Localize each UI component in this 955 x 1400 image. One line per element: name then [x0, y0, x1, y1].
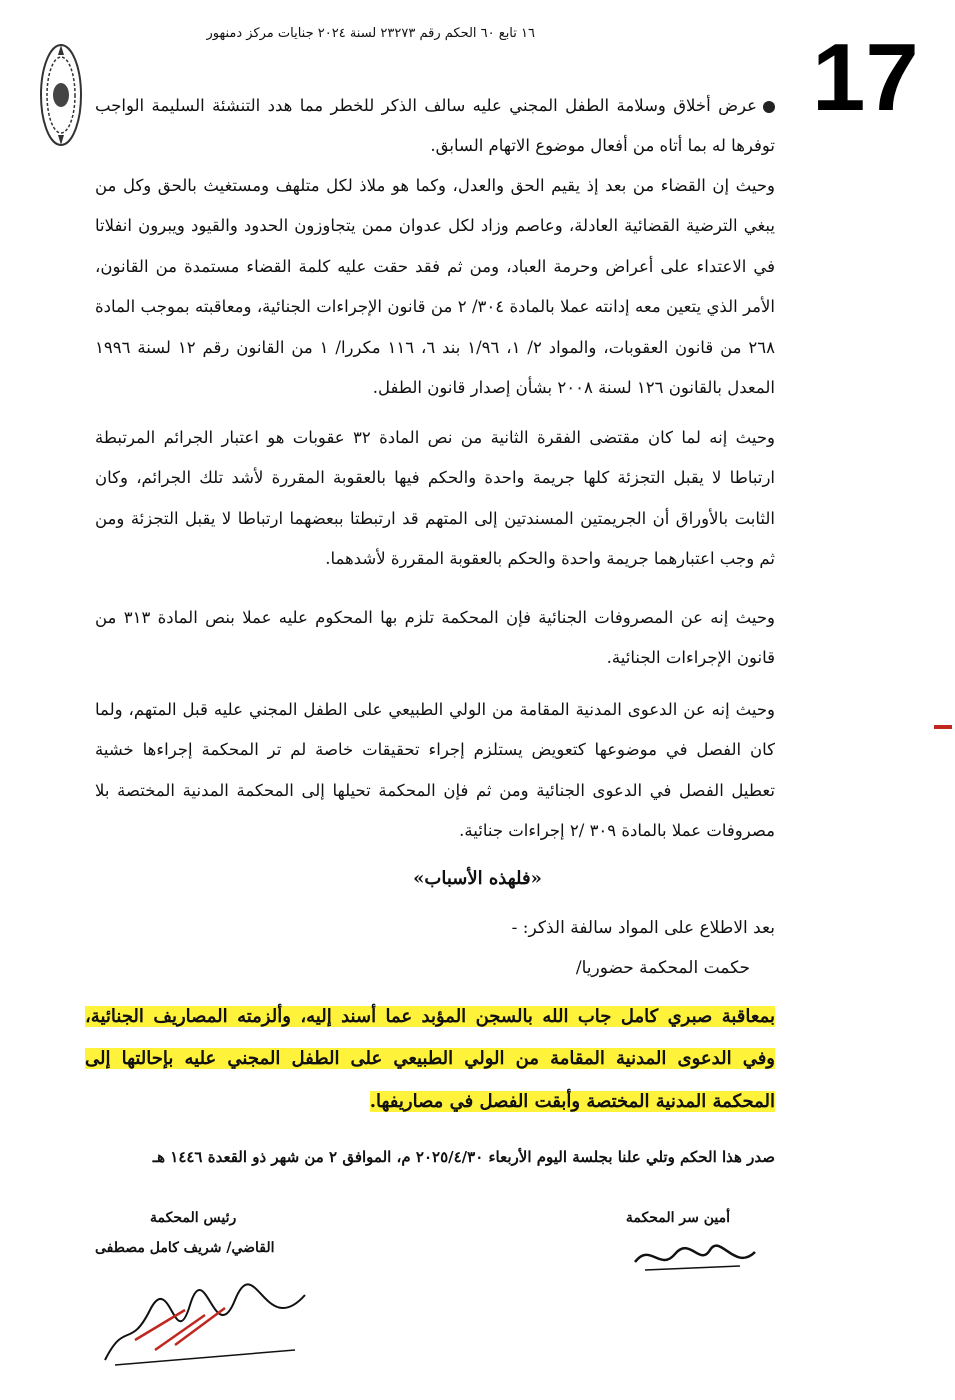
after-review-line: بعد الاطلاع على المواد سالفة الذكر: - — [511, 918, 775, 938]
president-name: القاضي/ شريف كامل مصطفى — [95, 1240, 275, 1256]
president-signature-icon — [95, 1280, 315, 1370]
verdict-part-2: وألزمته المصاريف الجنائية، وفي الدعوى المدنية المقامة من الولي الطبيعي على الطفل المجني عليه بإحالتها إلى المحكمة المدنية المختصة وأبقت الفصل في مصاريفها. — [85, 1006, 775, 1112]
paragraph-2: وحيث إن القضاء من بعد إذ يقيم الحق والعدل، وكما هو ملاذ لكل متلهف ومستغيث بالحق وكل من يبغي الترضية القضائية العادلة، وعاصم وزاد لكل عدوان ممن يتجاوزون الحدود والقيود ويبرون انفلاتا في الاعتداء على أعراض وحرمة العباد، ومن ثم فقد حقت عليه كلمة القضاء مستمدة من القانون، الأمر الذي يتعين معه إدانته عملا بالمادة ٣٠٤/ ٢ من قانون الإجراءات الجنائية، ومعاقبته بموجب المادة ٢٦٨ من قانون العقوبات، والمواد ٢/ ١، ١/٩٦ بند ٦، ١١٦ مكررا/ ١ من القانون رقم ١٢ لسنة ١٩٩٦ المعدل بالقانون ١٢٦ لسنة ٢٠٠٨ بشأن إصدار قانون الطفل. — [95, 176, 776, 398]
secretary-title: أمين سر المحكمة — [625, 1210, 730, 1226]
paragraph-4: وحيث إنه عن المصروفات الجنائية فإن المحكمة تلزم بها المحكوم عليه عملا بنص المادة ٣١٣ من قانون الإجراءات الجنائية. — [95, 608, 775, 668]
verdict-highlight-1: بمعاقبة صبري كامل جاب الله بالسجن المؤبد عما أسند إليه، — [290, 1006, 775, 1027]
paragraph-3: وحيث إنه لما كان مقتضى الفقرة الثانية من نص المادة ٣٢ عقوبات هو اعتبار الجرائم المرتبطة ارتباطا لا يقبل التجزئة كلها جريمة واحدة والحكم فيها بالعقوبة المقررة لأشد تلك الجرائم، وكان الثابت بالأوراق أن الجريمتين المسندتين إلى المتهم قد ارتبطتا ببعضهما ارتباطا لا يقبل التجزئة ومن ثم وجب اعتبارهما جريمة واحدة والحكم بالعقوبة المقررة لأشدهما. — [95, 428, 775, 569]
secretary-signature-icon — [630, 1232, 760, 1282]
margin-mark — [934, 725, 952, 729]
section-heading: «فلهذه الأسباب» — [413, 868, 542, 889]
president-title: رئيس المحكمة — [150, 1210, 237, 1226]
paragraph-1: عرض أخلاق وسلامة الطفل المجني عليه سالف الذكر للخطر مما هدد التنشئة السليمة الواجب توفرها له بما أتاه من أفعال موضوع الاتهام السابق. — [95, 96, 775, 156]
bullet-icon — [763, 101, 775, 113]
page-number: 17 — [812, 24, 919, 131]
paragraph-5: وحيث إنه عن الدعوى المدنية المقامة من الولي الطبيعي على الطفل المجني عليه قبل المتهم، ولما كان الفصل في موضوعها كتعويض يستلزم إجراء تحقيقات خاصة لم تر المحكمة إجراءها خشية تعطيل الفصل في الدعوى الجنائية ومن ثم فإن المحكمة تحيلها إلى المحكمة المدنية المختصة بلا مصروفات عملا بالمادة ٣٠٩ /٢ إجراءات جنائية. — [95, 700, 775, 841]
header-reference: ١٦ تابع ٦٠ الحكم رقم ٢٣٢٧٣ لسنة ٢٠٢٤ جنايات مركز دمنهور — [206, 26, 535, 41]
court-ruled-line: حكمت المحكمة حضوريا/ — [575, 958, 750, 978]
court-seal-icon — [38, 40, 84, 150]
issue-date-line: صدر هذا الحكم وتلي علنا بجلسة اليوم الأربعاء ٢٠٢٥/٤/٣٠ م، الموافق ٢ من شهر ذو القعدة ١٤٤٦ هـ — [152, 1148, 775, 1166]
verdict-text — [85, 996, 775, 1123]
